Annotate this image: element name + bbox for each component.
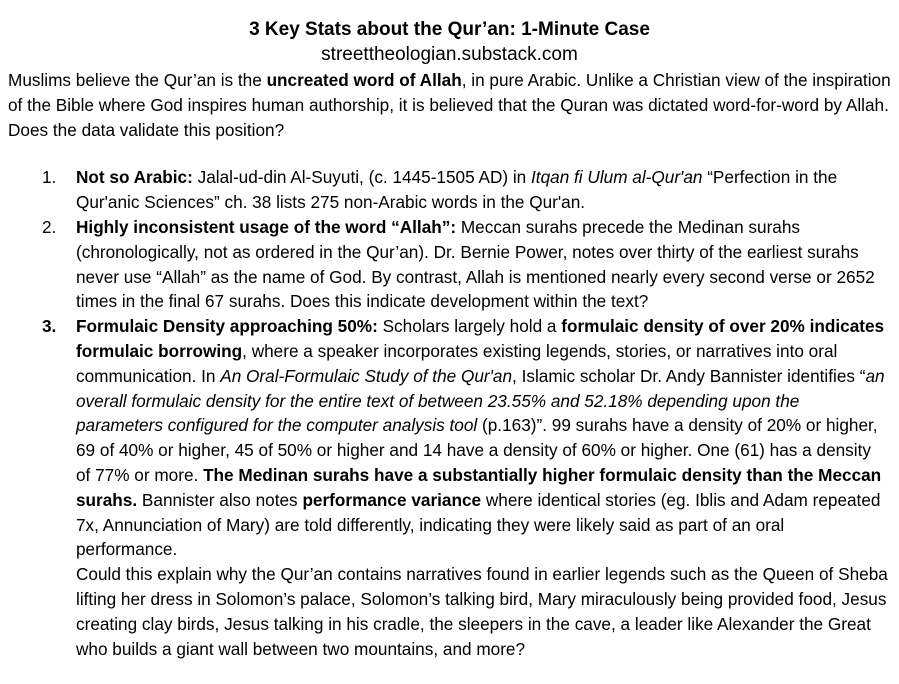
intro-paragraph (0, 68, 899, 142)
closing-paragraph: Could this explain why the Qur’an contains narratives found in earlier legends such as the Queen of Sheba lifting her dress in Solomon’s palace, Solomon’s talking bird, Mary miraculously being provided food, Jesus creating clay birds, Jesus talking in his cradle, the sleepers in the cave, a leader like Alexander the Great who builds a giant wall between two mountains, and more? (76, 564, 888, 659)
list-item-text: (p.163)”. 99 surahs have a density of 20% or higher, 69 of 40% or higher, 45 of 50% or higher and 14 have a density of 60% or higher. One (61) has a density of 77% or more. (76, 415, 878, 485)
list-item-heading: Formulaic Density approaching 50%: (76, 316, 378, 337)
list-item (0, 314, 899, 562)
book-title: Itqan fi Ulum al-Qur'an (531, 167, 703, 188)
document-subtitle: streettheologian.substack.com (321, 44, 578, 65)
list-item-number: 2. (42, 216, 57, 237)
list-item-text: “Perfection in the Qur'anic Sciences” ch. 38 lists 275 non-Arabic words in the Qur'an. (76, 167, 838, 213)
key-stats-list (0, 165, 899, 562)
list-item-emphasis: The Medinan surahs have a substantially higher formulaic density than the Meccan surahs. (76, 464, 882, 510)
list-item-text: where identical stories (eg. Iblis and Adam repeated 7x, Annunciation of Mary) are told differently, indicating they were likely said as part of an oral performance. (76, 489, 881, 560)
list-item-emphasis: formulaic density of over 20% indicates formulaic borrowing (76, 316, 885, 361)
list-item-emphasis: performance variance (302, 489, 482, 510)
list-item-number: 1. (42, 167, 57, 188)
list-item-text: Scholars largely hold a (377, 316, 562, 337)
list-item-text: , Islamic scholar Dr. Andy Bannister identifies “ (512, 365, 866, 386)
intro-text: , in pure Arabic. Unlike a Christian view of the inspiration of the Bible where God inspires human authorship, it is believed that the Quran was dictated word-for-word by Allah. Does the data validate this position? (8, 70, 891, 140)
list-item (0, 165, 899, 215)
list-item-text: Meccan surahs precede the Medinan surahs (chronologically, not as ordered in the Qur’an). Dr. Bernie Power, notes over thirty of the earliest surahs never use “Allah” as the name of God. By contrast, Allah is mentioned nearly every second verse or 2652 times in the final 67 surahs. Does this indicate development within the text? (76, 216, 875, 312)
list-item-text: , where a speaker incorporates existing legends, stories, or narratives into oral communication. In (76, 340, 838, 386)
intro-emphasis: uncreated word of Allah (266, 70, 462, 90)
list-item-text: Jalal-ud-din Al-Suyuti, (c. 1445-1505 AD) in (192, 167, 532, 188)
intro-text: Muslims believe the Qur’an is the (8, 70, 267, 90)
list-item-heading: Highly inconsistent usage of the word “Allah”: (76, 216, 457, 237)
list-item-number: 3. (42, 316, 57, 337)
list-item-text: Bannister also notes (137, 489, 303, 510)
list-item (0, 215, 899, 314)
list-item-heading: Not so Arabic: (76, 167, 193, 188)
document-title: 3 Key Stats about the Qur’an: 1-Minute Case (249, 19, 650, 40)
book-title: An Oral-Formulaic Study of the Qur'an (220, 365, 513, 386)
quotation: an overall formulaic density for the entire text of between 23.55% and 52.18% depending upon the parameters configured for the computer analysis tool (76, 365, 885, 436)
